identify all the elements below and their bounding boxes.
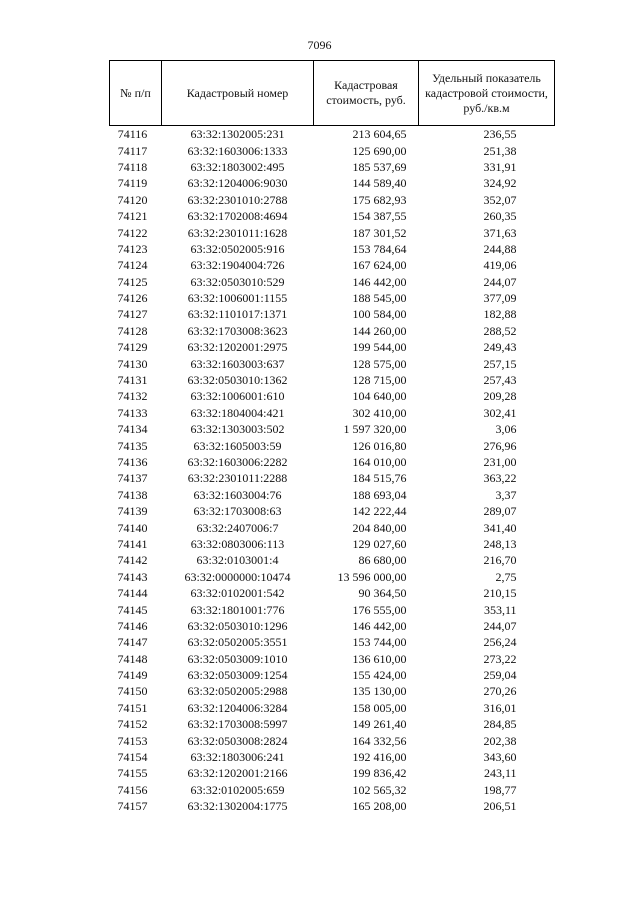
cell-num: 74134 <box>117 422 148 437</box>
cell-specific-index: 419,06 <box>483 258 517 273</box>
cell-cadastral-value: 204 840,00 <box>352 520 407 535</box>
cell-cadastral-value: 188 545,00 <box>352 291 407 306</box>
cell-num: 74149 <box>117 668 148 683</box>
cell-cadastral-number: 63:32:1703008:63 <box>193 504 282 519</box>
cell-cadastral-number: 63:32:1702008:4694 <box>187 209 288 224</box>
cell-num: 74148 <box>117 651 148 666</box>
cell-cadastral-value: 128 715,00 <box>352 373 407 388</box>
table-row <box>110 437 555 453</box>
cell-cadastral-number: 63:32:1703008:3623 <box>187 323 288 338</box>
table-body <box>110 126 555 815</box>
cell-num: 74145 <box>117 602 148 617</box>
cell-cadastral-value: 144 589,40 <box>352 176 407 191</box>
header-specific-index: Удельный показатель кадастровой стоимости, руб./кв.м <box>419 61 555 126</box>
cell-cadastral-number: 63:32:0102005:659 <box>190 782 285 797</box>
table-row <box>110 732 555 748</box>
cell-cadastral-number: 63:32:1006001:1155 <box>187 291 288 306</box>
cadastral-table <box>109 60 555 814</box>
cell-specific-index: 270,26 <box>483 684 517 699</box>
cell-num: 74140 <box>117 520 148 535</box>
cell-specific-index: 273,22 <box>483 651 517 666</box>
cell-cadastral-number: 63:32:0103001:4 <box>196 553 279 568</box>
cell-cadastral-value: 142 222,44 <box>352 504 407 519</box>
table-header <box>110 61 555 126</box>
table-row <box>110 585 555 601</box>
table-row <box>110 241 555 257</box>
cell-cadastral-number: 63:32:1703008:5997 <box>187 717 288 732</box>
cell-cadastral-number: 63:32:1904004:726 <box>190 258 285 273</box>
cell-num: 74123 <box>117 241 148 256</box>
table-row <box>110 388 555 404</box>
table-row <box>110 355 555 371</box>
header-cadastral-number: Кадастровый номер <box>162 61 314 126</box>
header-num: № п/п <box>110 61 162 126</box>
cell-specific-index: 2,75 <box>495 569 517 584</box>
table-row <box>110 290 555 306</box>
cell-cadastral-value: 302 410,00 <box>352 405 407 420</box>
table-row <box>110 470 555 486</box>
cell-specific-index: 324,92 <box>483 176 517 191</box>
table-row <box>110 126 555 143</box>
cell-num: 74154 <box>117 750 148 765</box>
cell-num: 74157 <box>117 799 148 814</box>
cell-num: 74137 <box>117 471 148 486</box>
cell-specific-index: 284,85 <box>483 717 517 732</box>
cell-num: 74156 <box>117 782 148 797</box>
cell-num: 74142 <box>117 553 148 568</box>
cell-cadastral-number: 63:32:1204006:9030 <box>187 176 288 191</box>
cell-cadastral-number: 63:32:1303003:502 <box>190 422 285 437</box>
cell-specific-index: 231,00 <box>483 455 517 469</box>
cell-num: 74127 <box>117 307 148 322</box>
cell-specific-index: 341,40 <box>483 520 517 535</box>
cell-num: 74116 <box>117 127 148 142</box>
table-row <box>110 208 555 224</box>
cell-specific-index: 198,77 <box>483 782 517 797</box>
cell-cadastral-number: 63:32:0503008:2824 <box>187 733 288 748</box>
cell-cadastral-value: 100 584,00 <box>352 307 407 322</box>
cell-num: 74155 <box>117 766 148 781</box>
cell-cadastral-value: 153 784,64 <box>352 241 407 256</box>
cell-num: 74128 <box>117 323 148 338</box>
cell-specific-index: 210,15 <box>483 586 517 601</box>
cell-cadastral-number: 63:32:0803006:113 <box>190 536 285 551</box>
cell-cadastral-value: 135 130,00 <box>352 684 407 699</box>
page-number: 7096 <box>307 38 332 52</box>
cell-specific-index: 209,28 <box>483 389 517 404</box>
table-row <box>110 683 555 699</box>
table-row <box>110 159 555 175</box>
cell-specific-index: 288,52 <box>483 323 517 338</box>
table-row <box>110 716 555 732</box>
table-row <box>110 323 555 339</box>
cell-cadastral-value: 146 442,00 <box>352 618 407 633</box>
cell-specific-index: 352,07 <box>483 192 517 207</box>
cell-specific-index: 257,15 <box>483 356 517 371</box>
cell-cadastral-number: 63:32:0000000:10474 <box>184 569 291 584</box>
cell-cadastral-value: 144 260,00 <box>352 323 407 338</box>
cell-num: 74132 <box>117 389 148 404</box>
cell-cadastral-number: 63:32:1101017:1371 <box>187 307 288 322</box>
table-row <box>110 339 555 355</box>
table-row <box>110 454 555 470</box>
table-row <box>110 536 555 552</box>
cell-cadastral-value: 136 610,00 <box>352 651 407 666</box>
cell-cadastral-value: 167 624,00 <box>352 258 407 273</box>
cell-cadastral-number: 63:32:1202001:2975 <box>187 340 288 355</box>
cell-num: 74151 <box>117 700 148 715</box>
cell-num: 74119 <box>117 176 148 191</box>
table-row <box>110 519 555 535</box>
cell-cadastral-value: 187 301,52 <box>352 225 407 240</box>
cell-cadastral-number: 63:32:1803002:495 <box>190 159 285 174</box>
table-row <box>110 667 555 683</box>
cell-specific-index: 248,13 <box>483 536 517 551</box>
cell-num: 74153 <box>117 733 148 748</box>
table-row <box>110 503 555 519</box>
cell-cadastral-number: 63:32:1603006:1333 <box>187 143 288 158</box>
cell-cadastral-value: 153 744,00 <box>352 635 407 650</box>
cell-cadastral-number: 63:32:1804004:421 <box>190 405 285 420</box>
cell-specific-index: 244,07 <box>483 618 517 633</box>
cell-specific-index: 259,04 <box>483 668 517 683</box>
header-cadastral-value: Кадастровая стоимость, руб. <box>314 61 419 126</box>
cell-cadastral-value: 128 575,00 <box>352 356 407 371</box>
cell-num: 74124 <box>117 258 148 273</box>
table-row <box>110 421 555 437</box>
cell-cadastral-number: 63:32:0503010:1362 <box>187 373 288 388</box>
cell-cadastral-value: 13 596 000,00 <box>337 569 407 584</box>
cell-num: 74118 <box>117 159 148 174</box>
cell-cadastral-number: 63:32:2407006:7 <box>196 520 279 535</box>
cell-cadastral-number: 63:32:0503010:1296 <box>187 618 288 633</box>
cell-specific-index: 249,43 <box>483 340 517 355</box>
table-row <box>110 634 555 650</box>
cell-cadastral-number: 63:32:1204006:3284 <box>187 700 288 715</box>
table-row <box>110 651 555 667</box>
cell-cadastral-number: 63:32:2301011:2288 <box>187 471 288 486</box>
table-row <box>110 405 555 421</box>
table-row <box>110 175 555 191</box>
cell-cadastral-value: 192 416,00 <box>352 750 407 765</box>
table-row <box>110 700 555 716</box>
cell-num: 74136 <box>117 455 148 469</box>
cell-cadastral-number: 63:32:1801001:776 <box>190 602 285 617</box>
table-row <box>110 749 555 765</box>
table-row <box>110 618 555 634</box>
cell-cadastral-number: 63:32:1202001:2166 <box>187 766 288 781</box>
cell-cadastral-value: 155 424,00 <box>352 668 407 683</box>
cell-cadastral-value: 199 544,00 <box>352 340 407 355</box>
cell-specific-index: 244,07 <box>483 274 517 289</box>
cell-specific-index: 251,38 <box>483 143 517 158</box>
cell-cadastral-number: 63:32:1603004:76 <box>193 487 282 502</box>
cell-cadastral-value: 176 555,00 <box>352 602 407 617</box>
cell-specific-index: 371,63 <box>483 225 517 240</box>
cell-cadastral-value: 184 515,76 <box>352 471 407 486</box>
cell-cadastral-value: 158 005,00 <box>352 700 407 715</box>
table-row <box>110 257 555 273</box>
cell-cadastral-value: 86 680,00 <box>358 553 407 568</box>
cell-num: 74121 <box>117 209 148 224</box>
table-row <box>110 601 555 617</box>
cell-num: 74129 <box>117 340 148 355</box>
cell-cadastral-value: 90 364,50 <box>358 586 407 601</box>
table-row <box>110 274 555 290</box>
cell-cadastral-value: 164 010,00 <box>352 455 407 469</box>
cell-num: 74138 <box>117 487 148 502</box>
table-row <box>110 782 555 798</box>
cell-cadastral-value: 104 640,00 <box>352 389 407 404</box>
table-row <box>110 142 555 158</box>
cell-specific-index: 182,88 <box>483 307 517 322</box>
cell-cadastral-value: 164 332,56 <box>352 733 407 748</box>
cell-cadastral-number: 63:32:0502005:2988 <box>187 684 288 699</box>
cell-cadastral-number: 63:32:1302004:1775 <box>187 799 288 814</box>
cell-cadastral-number: 63:32:1803006:241 <box>190 750 285 765</box>
cell-specific-index: 331,91 <box>483 159 517 174</box>
cell-cadastral-value: 213 604,65 <box>352 127 407 142</box>
cell-cadastral-number: 63:32:0503009:1010 <box>187 651 288 666</box>
cell-num: 74143 <box>117 569 148 584</box>
cell-cadastral-number: 63:32:1603003:637 <box>190 356 285 371</box>
cell-specific-index: 302,41 <box>483 405 517 420</box>
cell-num: 74117 <box>117 143 148 158</box>
table-row <box>110 798 555 814</box>
cell-cadastral-number: 63:32:2301011:1628 <box>187 225 288 240</box>
cell-cadastral-value: 129 027,60 <box>352 536 407 551</box>
cell-num: 74146 <box>117 618 148 633</box>
cell-specific-index: 316,01 <box>483 700 517 715</box>
cell-cadastral-number: 63:32:1302005:231 <box>190 127 285 142</box>
cell-specific-index: 260,35 <box>483 209 517 224</box>
cell-cadastral-number: 63:32:0503010:529 <box>190 274 285 289</box>
cell-specific-index: 3,06 <box>495 422 517 437</box>
cell-num: 74131 <box>117 373 148 388</box>
cell-cadastral-number: 63:32:1006001:610 <box>190 389 285 404</box>
cell-cadastral-value: 154 387,55 <box>352 209 407 224</box>
cell-num: 74147 <box>117 635 148 650</box>
cell-num: 74141 <box>117 536 148 551</box>
cell-num: 74122 <box>117 225 148 240</box>
table-row <box>110 765 555 781</box>
cell-num: 74139 <box>117 504 148 519</box>
cell-cadastral-value: 185 537,69 <box>352 159 407 174</box>
cell-cadastral-number: 63:32:1605003:59 <box>193 438 282 453</box>
cell-cadastral-value: 175 682,93 <box>352 192 407 207</box>
cell-cadastral-number: 63:32:1603006:2282 <box>187 455 288 469</box>
cell-specific-index: 289,07 <box>483 504 517 519</box>
cell-cadastral-value: 126 016,80 <box>352 438 407 453</box>
table-row <box>110 569 555 585</box>
cell-num: 74144 <box>117 586 148 601</box>
cell-num: 74135 <box>117 438 148 453</box>
cell-num: 74130 <box>117 356 148 371</box>
cell-cadastral-value: 165 208,00 <box>352 799 407 814</box>
cell-specific-index: 206,51 <box>483 799 517 814</box>
cell-cadastral-value: 188 693,04 <box>352 487 407 502</box>
cell-cadastral-value: 149 261,40 <box>352 717 407 732</box>
cell-cadastral-value: 146 442,00 <box>352 274 407 289</box>
cell-cadastral-number: 63:32:2301010:2788 <box>187 192 288 207</box>
cell-specific-index: 243,11 <box>483 766 517 781</box>
cell-specific-index: 3,37 <box>495 487 517 502</box>
cell-specific-index: 363,22 <box>483 471 517 486</box>
cell-cadastral-number: 63:32:0102001:542 <box>190 586 285 601</box>
cell-num: 74125 <box>117 274 148 289</box>
cell-specific-index: 377,09 <box>483 291 517 306</box>
cell-cadastral-value: 1 597 320,00 <box>343 422 407 437</box>
cell-specific-index: 353,11 <box>483 602 517 617</box>
cell-specific-index: 236,55 <box>483 127 517 142</box>
cell-cadastral-number: 63:32:0502005:3551 <box>187 635 288 650</box>
cell-cadastral-number: 63:32:0503009:1254 <box>187 668 288 683</box>
table-row <box>110 487 555 503</box>
cell-cadastral-value: 199 836,42 <box>352 766 407 781</box>
cell-cadastral-value: 102 565,32 <box>352 782 407 797</box>
cell-specific-index: 276,96 <box>483 438 517 453</box>
table-row <box>110 372 555 388</box>
cell-num: 74150 <box>117 684 148 699</box>
cell-num: 74126 <box>117 291 148 306</box>
cell-specific-index: 202,38 <box>483 733 517 748</box>
table-row <box>110 306 555 322</box>
cell-cadastral-number: 63:32:0502005:916 <box>190 241 285 256</box>
cell-num: 74152 <box>117 717 148 732</box>
cell-num: 74133 <box>117 405 148 420</box>
cell-num: 74120 <box>117 192 148 207</box>
cell-specific-index: 216,70 <box>483 553 517 568</box>
cell-specific-index: 244,88 <box>483 241 517 256</box>
table-row <box>110 552 555 568</box>
cell-specific-index: 343,60 <box>483 750 517 765</box>
table-row <box>110 192 555 208</box>
cell-specific-index: 257,43 <box>483 373 517 388</box>
cell-cadastral-value: 125 690,00 <box>352 143 407 158</box>
cell-specific-index: 256,24 <box>483 635 517 650</box>
table-row <box>110 224 555 240</box>
